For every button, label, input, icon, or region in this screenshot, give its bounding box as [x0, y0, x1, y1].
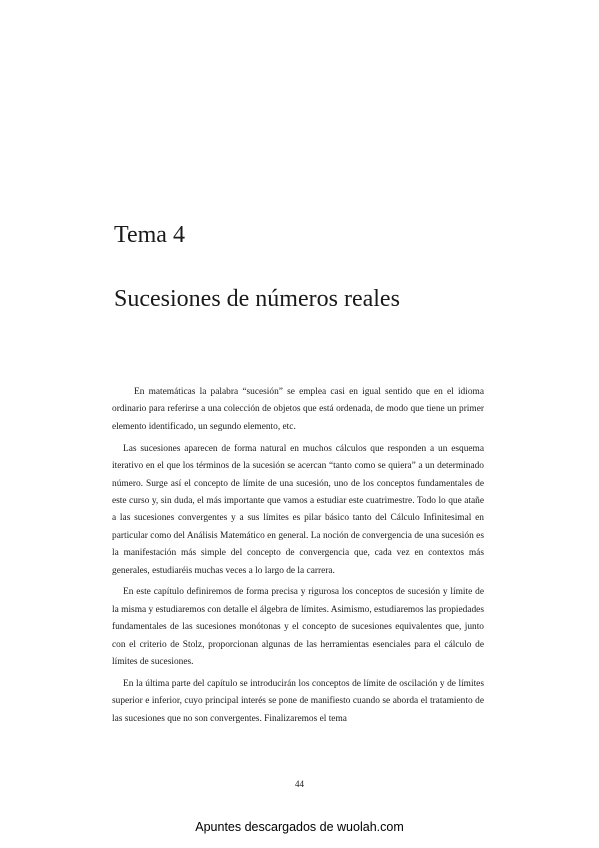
paragraph-2: Las sucesiones aparecen de forma natural en muchos cálculos que responden a un esquema iterativo en el que los términos de la sucesión se acercan “tanto como se quiera” a un determinado número. Surge así el concepto de límite de una sucesión, uno de los conceptos fundamentales de este curso y, sin duda, el más importante que vamos a estudiar este cuatrimestre. Todo lo que atañe a las sucesiones convergentes y a sus límites es pilar básico tanto del Cálculo Infinitesimal en particular como del Análisis Matemático en general. La noción de convergencia de una sucesión es la manifestación más simple del concepto de convergencia que, cada vez en contextos más generales, estudiaréis muchas veces a lo largo de la carrera. [112, 443, 484, 576]
body-text [112, 384, 484, 733]
page-number: 44 [295, 779, 304, 789]
paragraph-4: En la última parte del capítulo se introducirán los conceptos de límite de oscilación y de límites superior e inferior, cuyo principal interés se pone de manifiesto cuando se aborda el tratamiento de las sucesiones que no son convergentes. Finalizaremos el tema [112, 679, 484, 724]
paragraph-3: En este capítulo definiremos de forma precisa y rigurosa los conceptos de sucesión y límite de la misma y estudiaremos con detalle el álgebra de límites. Asimismo, estudiaremos las propiedades fundamentales de las sucesiones monótonas y el concepto de sucesiones equivalentes que, junto con el criterio de Stolz, proporcionan algunas de las herramientas esenciales para el cálculo de límites de sucesiones. [112, 587, 484, 668]
footer-watermark: Apuntes descargados de wuolah.com [195, 820, 404, 834]
paragraph-1: En matemáticas la palabra “sucesión” se emplea casi en igual sentido que en el idioma ordinario para referirse a una colección de objetos que está ordenada, de modo que tiene un primer elemento identificado, un segundo elemento, etc. [112, 387, 484, 432]
chapter-label: Tema 4 [114, 222, 185, 248]
chapter-title: Sucesiones de números reales [114, 286, 400, 312]
